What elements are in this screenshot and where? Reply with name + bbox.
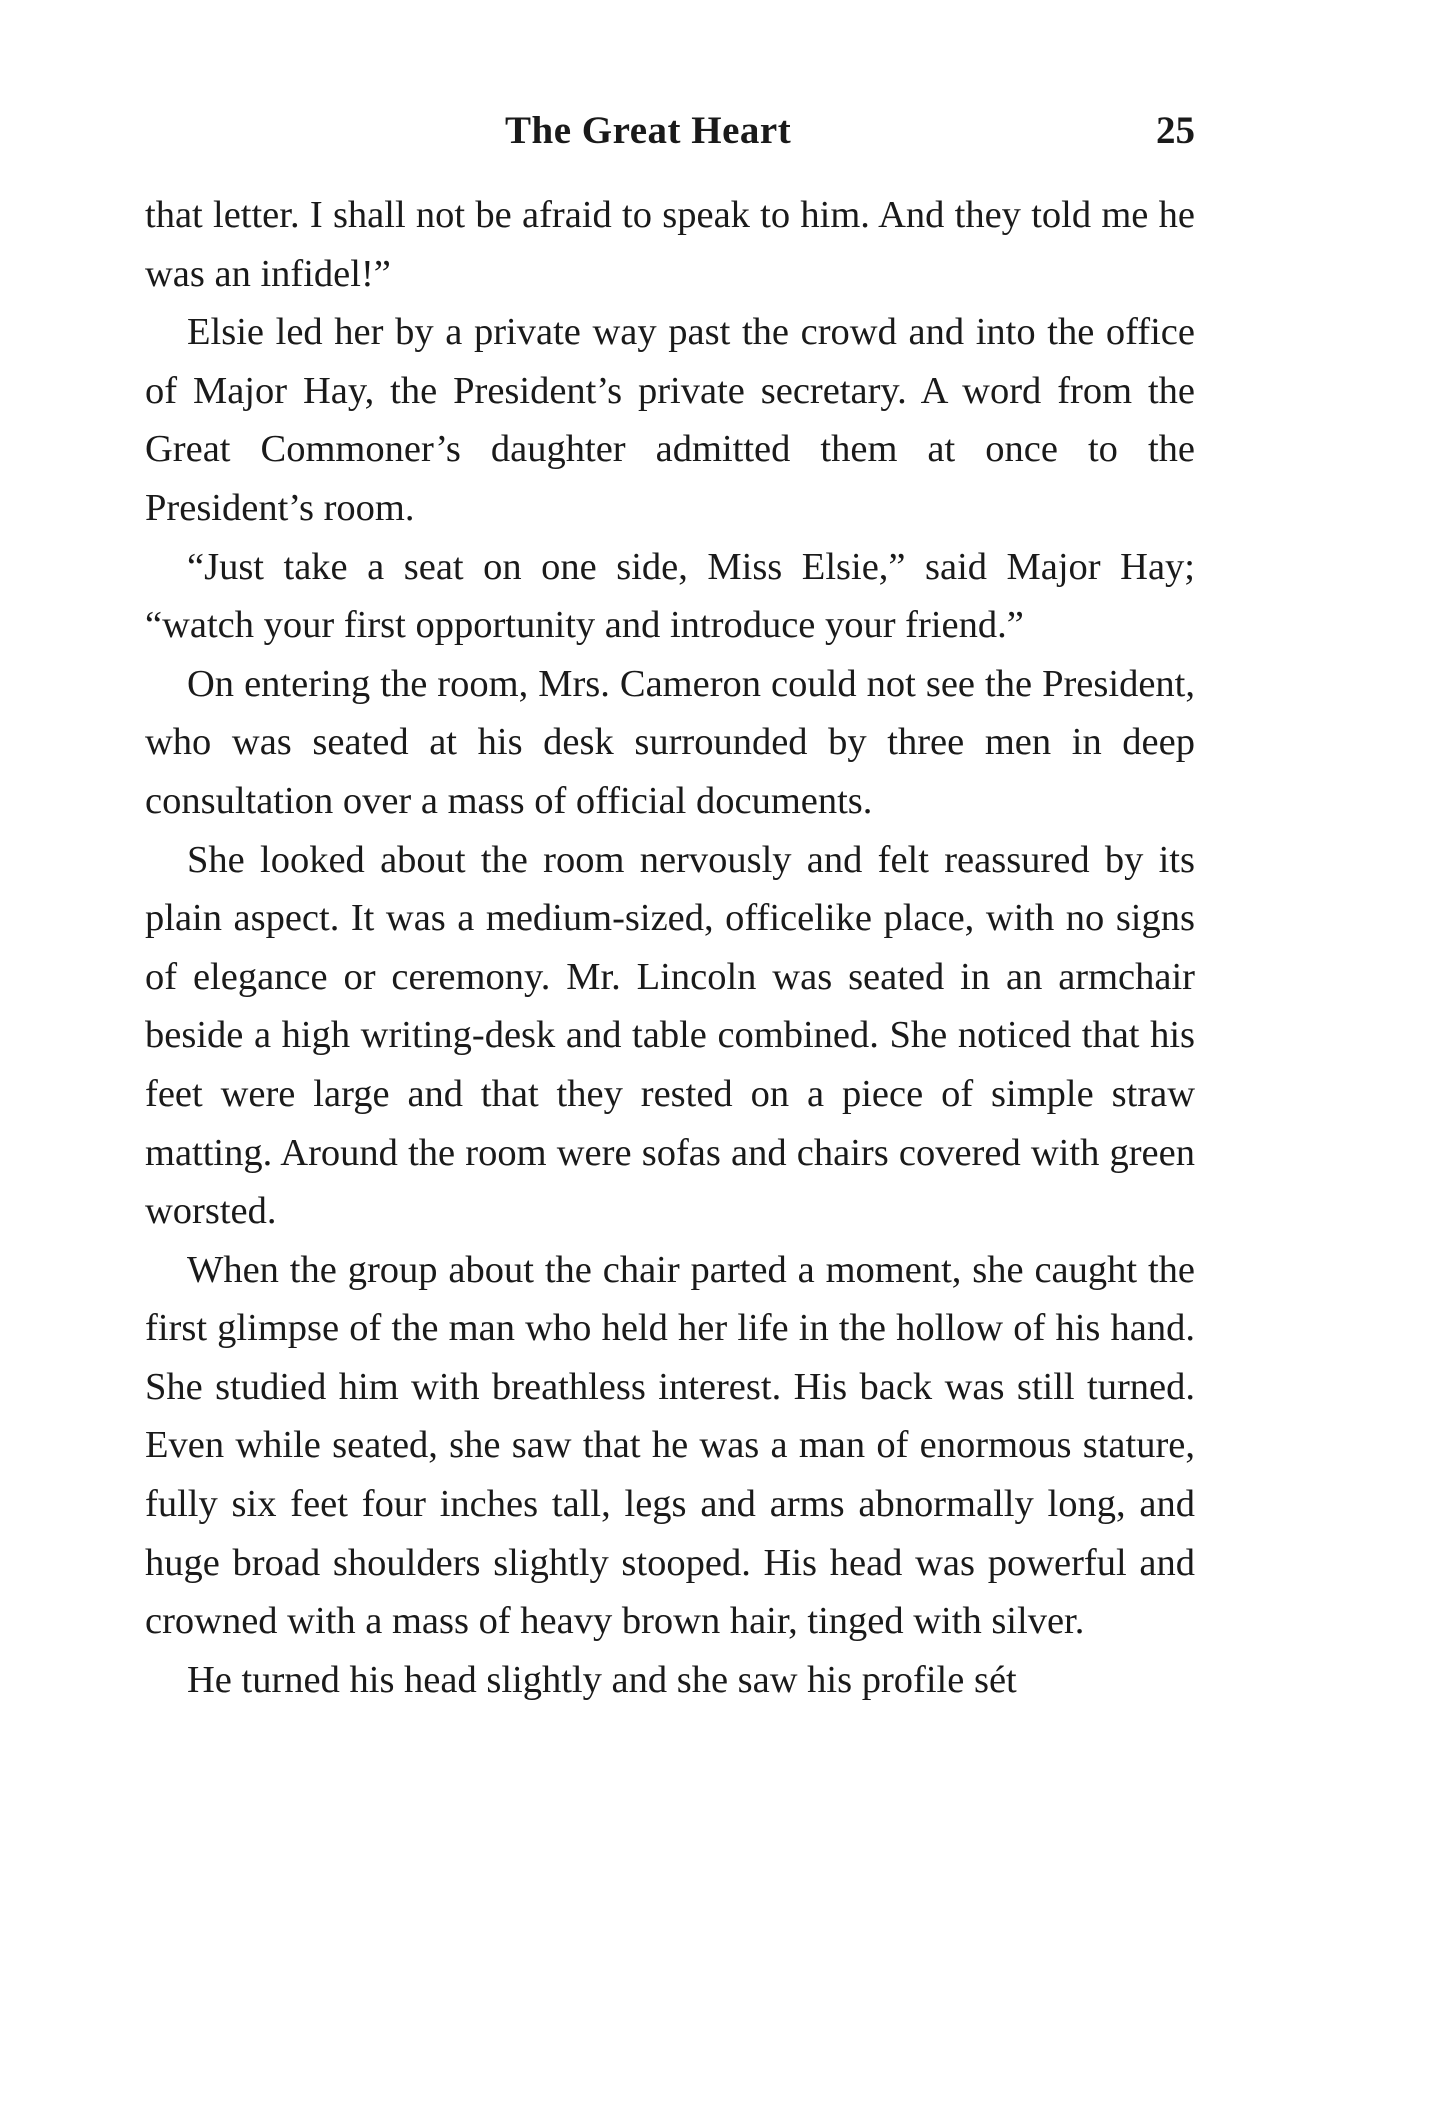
- paragraph: He turned his head slightly and she saw his profile sét: [187, 1658, 1017, 1701]
- running-title: The Great Heart: [505, 109, 792, 152]
- page-number: 25: [1156, 109, 1195, 152]
- paragraph: Elsie led her by a private way past the crowd and into the office of Major Hay, the President’s private secretary. A word from the Great Commoner’s daughter admitted them at once to the President’s room.: [145, 311, 1195, 529]
- paragraph: On entering the room, Mrs. Cameron could not see the President, who was seated at his desk surrounded by three men in deep consultation over a mass of official documents.: [145, 662, 1195, 822]
- body-text: [145, 186, 1195, 1709]
- paragraph: She looked about the room nervously and felt reassured by its plain aspect. It was a medium-sized, officelike place, with no signs of elegance or ceremony. Mr. Lincoln was seated in an armchair beside a high writing-desk and table combined. She noticed that his feet were large and that they rested on a piece of simple straw matting. Around the room were sofas and chairs covered with green worsted.: [145, 838, 1195, 1233]
- page-header: [145, 108, 1195, 158]
- paragraph: “Just take a seat on one side, Miss Elsie,” said Major Hay; “watch your first opportunity and introduce your friend.”: [145, 545, 1195, 647]
- paragraph: When the group about the chair parted a moment, she caught the first glimpse of the man who held her life in the hollow of his hand. She studied him with breathless interest. His back was still turned. Even while seated, she saw that he was a man of enormous stature, fully six feet four inches tall, legs and arms abnormally long, and huge broad shoulders slightly stooped. His head was powerful and crowned with a mass of heavy brown hair, tinged with silver.: [145, 1248, 1195, 1643]
- paragraph: that letter. I shall not be afraid to speak to him. And they told me he was an infidel!”: [145, 194, 1195, 295]
